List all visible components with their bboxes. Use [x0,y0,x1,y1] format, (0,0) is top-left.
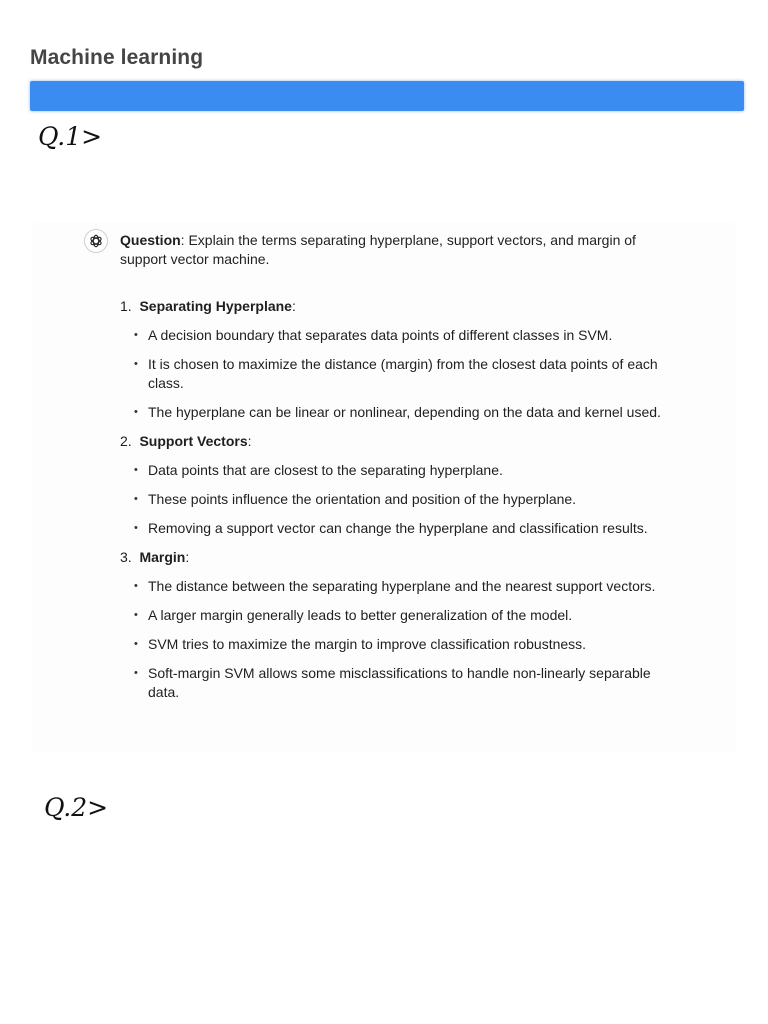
bullet-item: • A larger margin generally leads to better generalization of the model. [128,606,680,625]
bullet-item: • Soft-margin SVM allows some misclassifications to handle non-linearly separable data. [128,664,680,702]
highlighter-stroke [30,81,744,111]
section-heading [120,432,680,451]
section-number: 1. [120,298,132,314]
bullet-list [120,461,680,538]
section-title: Separating Hyperplane [139,298,292,314]
chat-message-content [120,231,680,712]
question-paragraph [120,231,680,269]
openai-logo-icon [84,229,108,253]
question-text: : Explain the terms separating hyperplane, support vectors, and margin of support vector machine. [120,232,636,267]
section-suffix: : [291,298,296,314]
page-title: Machine learning [30,46,204,69]
handwritten-q2-label: Q.2> [44,793,109,822]
bullet-item: • A decision boundary that separates data points of different classes in SVM. [128,326,680,345]
section-number: 2. [120,433,132,449]
section-suffix: : [185,549,190,565]
bullet-item: • Removing a support vector can change the hyperplane and classification results. [128,519,680,538]
section-suffix: : [247,433,252,449]
bullet-item: • These points influence the orientation and position of the hyperplane. [128,490,680,509]
bullet-item: • SVM tries to maximize the margin to improve classification robustness. [128,635,680,654]
section-support-vectors [120,432,680,538]
section-separating-hyperplane [120,297,680,422]
bullet-item: • It is chosen to maximize the distance (margin) from the closest data points of each class. [128,355,680,393]
bullet-list [120,326,680,422]
bullet-list [120,577,680,702]
section-heading [120,548,680,567]
question-label: Question [120,232,181,248]
bullet-item: • The hyperplane can be linear or nonlinear, depending on the data and kernel used. [128,403,680,422]
section-number: 3. [120,549,132,565]
section-title: Support Vectors [139,433,248,449]
bullet-item: • Data points that are closest to the separating hyperplane. [128,461,680,480]
section-title: Margin [139,549,186,565]
bullet-item: • The distance between the separating hyperplane and the nearest support vectors. [128,577,680,596]
section-heading [120,297,680,316]
handwritten-q1-label: Q.1> [38,122,103,151]
section-margin [120,548,680,702]
